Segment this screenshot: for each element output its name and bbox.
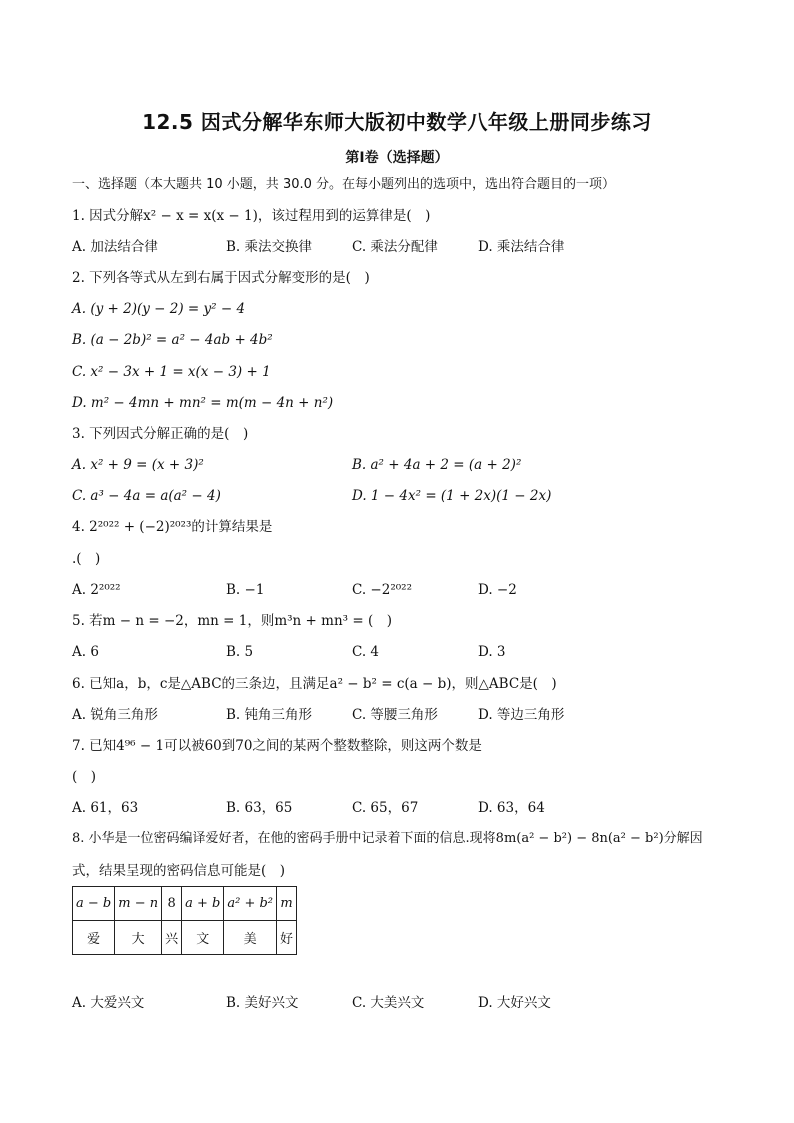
cipher-word-row <box>73 921 297 955</box>
q7-option-d[interactable]: D. 63，64 <box>478 800 545 816</box>
q6-option-c[interactable]: C. 等腰三角形 <box>352 707 438 723</box>
q5-option-a[interactable]: A. 6 <box>72 644 99 660</box>
q1-option-d[interactable]: D. 乘法结合律 <box>478 239 565 255</box>
cipher-key: a − b <box>73 887 115 921</box>
cipher-key: a + b <box>182 887 224 921</box>
page-title: 12.5 因式分解华东师大版初中数学八年级上册同步练习 <box>142 110 652 134</box>
question-6-stem: 6. 已知a，b，c是△ABC的三条边，且满足a² − b² = c(a − b)，则△ABC是( ) <box>72 676 557 692</box>
q2-option-c[interactable]: C. x² − 3x + 1 = x(x − 3) + 1 <box>72 364 271 380</box>
question-8-stem: 8. 小华是一位密码编译爱好者，在他的密码手册中记录着下面的信息.现将8m(a² − b²) − 8n(a² − b²)分解因 <box>72 831 703 846</box>
question-5-stem: 5. 若m − n = −2，mn = 1，则m³n + mn³ = ( ) <box>72 613 392 629</box>
cipher-table <box>72 886 297 955</box>
q1-option-c[interactable]: C. 乘法分配律 <box>352 239 438 255</box>
q4-option-d[interactable]: D. −2 <box>478 582 517 598</box>
q7-option-a[interactable]: A. 61，63 <box>72 800 139 816</box>
q6-option-b[interactable]: B. 钝角三角形 <box>226 707 313 723</box>
question-4-stem: 4. 2²⁰²² + (−2)²⁰²³的计算结果是 <box>72 519 273 535</box>
cipher-word: 大 <box>115 921 162 955</box>
q4-option-a[interactable]: A. 2²⁰²² <box>72 582 121 598</box>
q6-option-d[interactable]: D. 等边三角形 <box>478 707 565 723</box>
q2-option-d[interactable]: D. m² − 4mn + mn² = m(m − 4n + n²) <box>72 395 334 411</box>
cipher-word: 美 <box>224 921 277 955</box>
q3-option-d[interactable]: D. 1 − 4x² = (1 + 2x)(1 − 2x) <box>352 488 552 504</box>
question-7-stem: 7. 已知4⁹⁶ − 1可以被60到70之间的某两个整数整除，则这两个数是 <box>72 738 482 754</box>
q5-option-d[interactable]: D. 3 <box>478 644 506 660</box>
question-4-stem-cont: .( ) <box>72 551 101 567</box>
cipher-key: m <box>277 887 297 921</box>
q1-option-a[interactable]: A. 加法结合律 <box>72 239 158 255</box>
cipher-word: 好 <box>277 921 297 955</box>
question-3-stem: 3. 下列因式分解正确的是( ) <box>72 426 249 442</box>
q3-option-a[interactable]: A. x² + 9 = (x + 3)² <box>72 457 204 473</box>
q3-option-b[interactable]: B. a² + 4a + 2 = (a + 2)² <box>352 457 522 473</box>
q8-option-b[interactable]: B. 美好兴文 <box>226 995 299 1011</box>
q7-option-c[interactable]: C. 65，67 <box>352 800 419 816</box>
q1-option-b[interactable]: B. 乘法交换律 <box>226 239 313 255</box>
q4-option-b[interactable]: B. −1 <box>226 582 265 598</box>
q2-option-b[interactable]: B. (a − 2b)² = a² − 4ab + 4b² <box>72 332 273 348</box>
section-subtitle: 第Ⅰ卷（选择题） <box>345 150 449 166</box>
cipher-key-row <box>73 887 297 921</box>
question-1-stem: 1. 因式分解x² − x = x(x − 1)，该过程用到的运算律是( ) <box>72 208 431 224</box>
question-8-stem-cont: 式，结果呈现的密码信息可能是( ) <box>72 863 286 879</box>
cipher-key: a² + b² <box>224 887 277 921</box>
cipher-word: 文 <box>182 921 224 955</box>
q8-option-d[interactable]: D. 大好兴文 <box>478 995 551 1011</box>
q5-option-b[interactable]: B. 5 <box>226 644 254 660</box>
q8-option-c[interactable]: C. 大美兴文 <box>352 995 425 1011</box>
question-7-stem-cont: ( ) <box>72 769 97 785</box>
q8-option-a[interactable]: A. 大爱兴文 <box>72 995 145 1011</box>
cipher-word: 爱 <box>73 921 115 955</box>
cipher-key: m − n <box>115 887 162 921</box>
q2-option-a[interactable]: A. (y + 2)(y − 2) = y² − 4 <box>72 301 246 317</box>
q7-option-b[interactable]: B. 63，65 <box>226 800 293 816</box>
section-heading: 一、选择题（本大题共 10 小题，共 30.0 分。在每小题列出的选项中，选出符合题目的一项） <box>72 177 616 192</box>
q5-option-c[interactable]: C. 4 <box>352 644 380 660</box>
q4-option-c[interactable]: C. −2²⁰²² <box>352 582 412 598</box>
q6-option-a[interactable]: A. 锐角三角形 <box>72 707 158 723</box>
question-2-stem: 2. 下列各等式从左到右属于因式分解变形的是( ) <box>72 270 370 286</box>
q3-option-c[interactable]: C. a³ − 4a = a(a² − 4) <box>72 488 221 504</box>
cipher-key: 8 <box>162 887 182 921</box>
cipher-word: 兴 <box>162 921 182 955</box>
